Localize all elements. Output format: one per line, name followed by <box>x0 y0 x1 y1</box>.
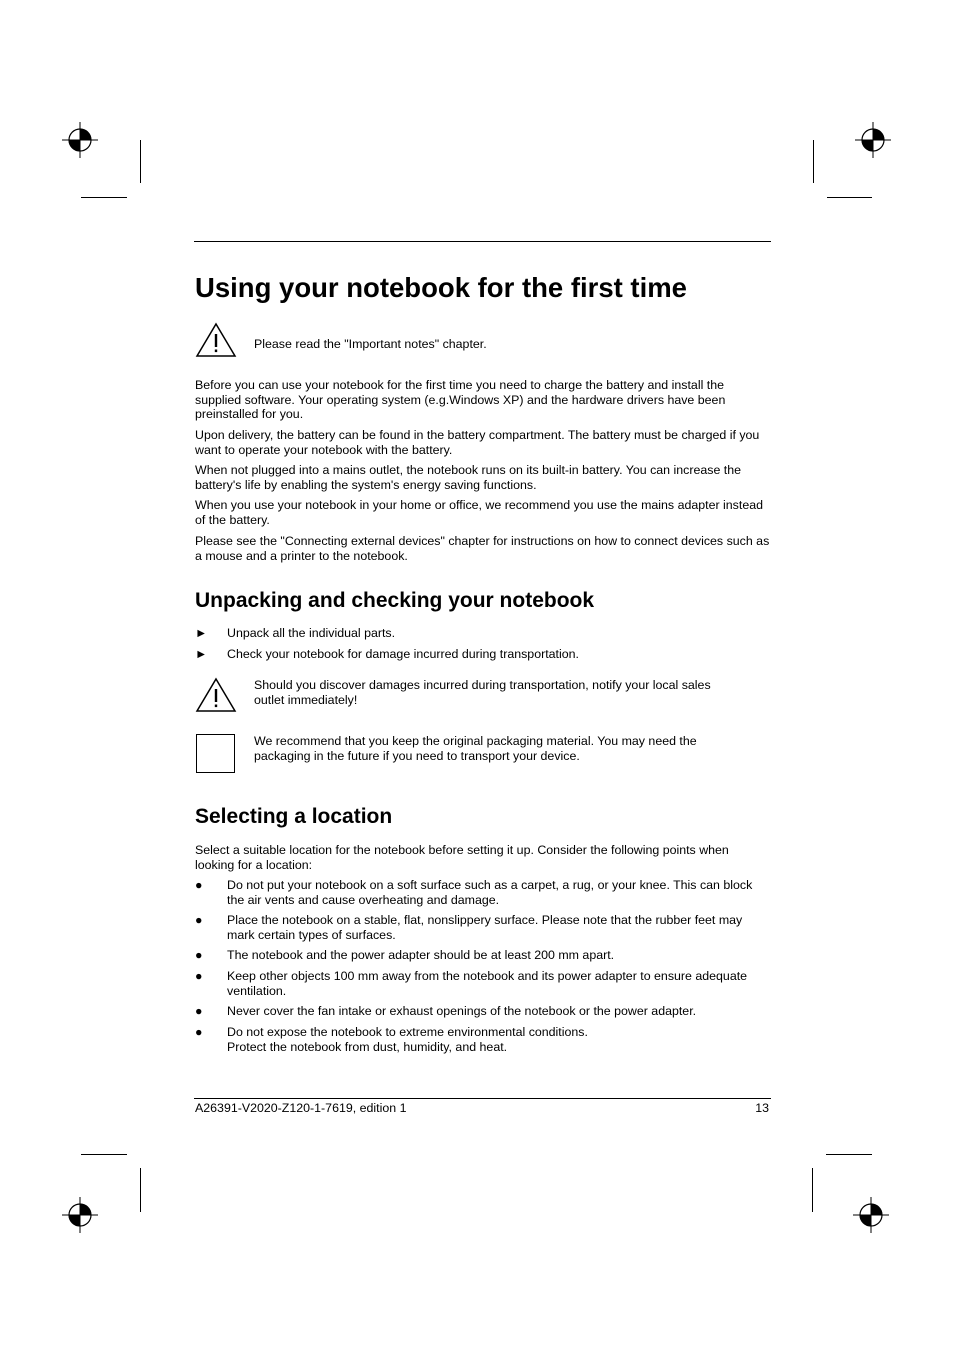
list-item-text: The notebook and the power adapter should be at least 200 mm apart. <box>227 948 615 962</box>
list-item-text: Never cover the fan intake or exhaust openings of the notebook or the power adapter. <box>227 1004 697 1018</box>
intro-paragraph: Upon delivery, the battery can be found in the battery compartment. The battery must be charged if you want to operate your notebook with the battery. <box>195 428 760 457</box>
section-heading-unpacking: Unpacking and checking your notebook <box>195 589 595 612</box>
crop-line <box>140 140 141 183</box>
registration-mark-icon <box>853 1197 889 1233</box>
crop-line <box>813 140 814 183</box>
warning-text: Should you discover damages incurred during transportation, notify your local sales outlet immediately! <box>254 678 711 707</box>
list-item-text: Keep other objects 100 mm away from the notebook and its power adapter to ensure adequate ventilation. <box>227 969 748 998</box>
intro-paragraph: When not plugged into a mains outlet, the notebook runs on its built-in battery. You can increase the battery's life by enabling the system's energy saving functions. <box>195 463 741 492</box>
bullet-marker: ● <box>195 878 203 892</box>
warning-icon <box>195 677 237 713</box>
registration-mark-icon <box>62 1197 98 1233</box>
intro-paragraph: Please see the "Connecting external devices" chapter for instructions on how to connect devices such as a mouse and a printer to the notebook. <box>195 534 770 563</box>
list-item-line: Protect the notebook from dust, humidity, and heat. <box>227 1039 508 1054</box>
crop-line <box>81 197 127 198</box>
registration-mark-icon <box>855 122 891 158</box>
bullet-marker: ● <box>195 969 203 983</box>
list-item-text: Place the notebook on a stable, flat, nonslippery surface. Please note that the rubber feet may mark certain types of surfaces. <box>227 913 743 942</box>
bullet-marker: ● <box>195 913 203 927</box>
header-rule <box>194 241 771 242</box>
note-text: We recommend that you keep the original packaging material. You may need the packaging in the future if you need to transport your device. <box>254 734 697 763</box>
step-marker: ► <box>195 626 208 640</box>
page-number: 13 <box>755 1101 769 1115</box>
crop-line <box>140 1168 141 1212</box>
bullet-marker: ● <box>195 948 203 962</box>
location-intro: Select a suitable location for the notebook before setting it up. Consider the following points when looking for a location: <box>195 843 729 872</box>
page-title: Using your notebook for the first time <box>195 272 687 303</box>
bullet-marker: ● <box>195 1025 203 1039</box>
list-item-text <box>227 1025 772 1054</box>
info-note-icon <box>196 734 235 773</box>
crop-line <box>827 197 872 198</box>
bullet-marker: ● <box>195 1004 203 1018</box>
list-item-text: Unpack all the individual parts. <box>227 626 396 640</box>
list-item-text: Do not put your notebook on a soft surface such as a carpet, a rug, or your knee. This can block the air vents and cause overheating and damage. <box>227 878 753 907</box>
warning-text: Please read the "Important notes" chapter. <box>254 337 487 351</box>
crop-line <box>812 1168 813 1212</box>
crop-line <box>826 1154 872 1155</box>
list-item-line: Do not expose the notebook to extreme environmental conditions. <box>227 1025 588 1039</box>
registration-mark-icon <box>62 122 98 158</box>
intro-paragraph: When you use your notebook in your home or office, we recommend you use the mains adapter instead of the battery. <box>195 498 763 527</box>
footer-rule <box>194 1098 771 1099</box>
warning-icon <box>195 322 237 358</box>
intro-paragraph: Before you can use your notebook for the first time you need to charge the battery and install the supplied software. Your operating system (e.g.Windows XP) and the hardware drivers have been preinstalled for you. <box>195 378 726 421</box>
list-item-text: Check your notebook for damage incurred during transportation. <box>227 647 579 661</box>
section-heading-location: Selecting a location <box>195 805 393 828</box>
crop-line <box>81 1154 127 1155</box>
step-marker: ► <box>195 647 208 661</box>
footer-doc-id: A26391-V2020-Z120-1-7619, edition 1 <box>195 1101 407 1115</box>
